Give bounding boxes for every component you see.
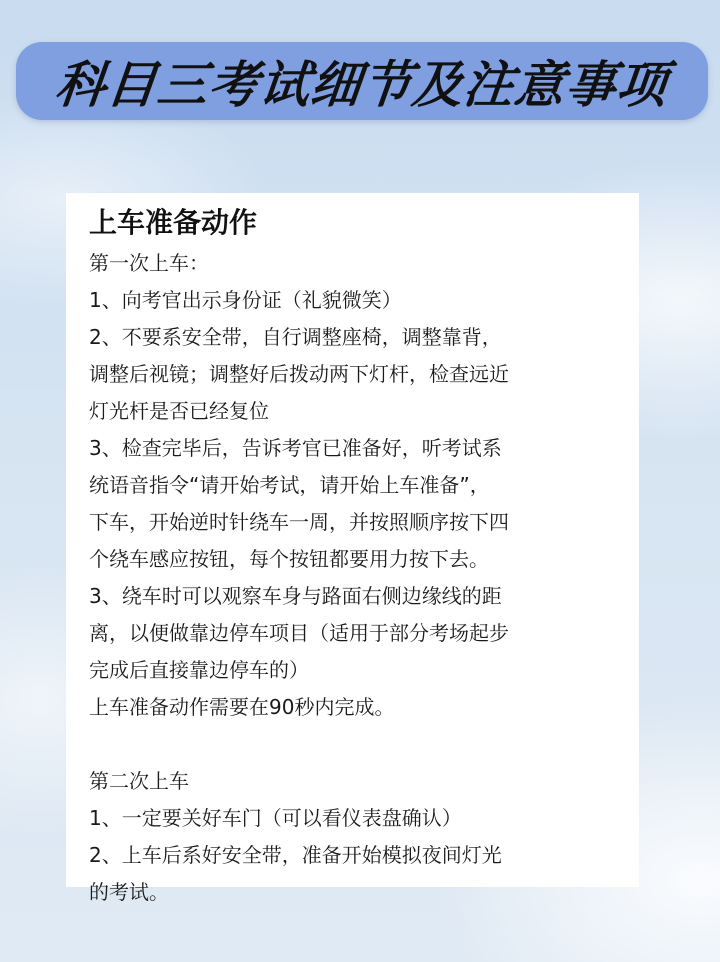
title-banner (16, 42, 708, 120)
text-line: 2、上车后系好安全带，准备开始模拟夜间灯光 (89, 843, 502, 867)
text-line: 完成后直接靠边停车的） (89, 658, 309, 682)
text-line: 3、绕车时可以观察车身与路面右侧边缘线的距 (89, 584, 502, 608)
section-heading: 上车准备动作 (89, 206, 258, 239)
text-line: 的考试。 (89, 880, 169, 904)
text-line: 1、一定要关好车门（可以看仪表盘确认） (89, 806, 462, 830)
text-line: 3、检查完毕后，告诉考官已准备好，听考试系 (89, 436, 502, 460)
text-line: 个绕车感应按钮，每个按钮都要用力按下去。 (89, 547, 489, 571)
text-line: 上车准备动作需要在90秒内完成。 (89, 695, 395, 719)
text-line: 离，以便做靠边停车项目（适用于部分考场起步 (89, 621, 509, 645)
text-line: 灯光杆是否已经复位 (89, 399, 269, 423)
text-line: 2、不要系安全带，自行调整座椅，调整靠背， (89, 325, 502, 349)
text-line: 1、向考官出示身份证（礼貌微笑） (89, 288, 402, 312)
text-line: 调整后视镜；调整好后拨动两下灯杆，检查远近 (89, 362, 509, 386)
page-title: 科目三考试细节及注意事项 (52, 56, 671, 114)
blank-line (89, 726, 627, 763)
text-line: 下车，开始逆时针绕车一周，并按照顺序按下四 (89, 510, 509, 534)
body-text (89, 245, 627, 911)
text-line: 统语音指令“请开始考试，请开始上车准备”， (89, 473, 490, 497)
text-line: 第二次上车 (89, 769, 189, 793)
text-line: 第一次上车： (89, 251, 209, 275)
content-card (66, 193, 639, 904)
